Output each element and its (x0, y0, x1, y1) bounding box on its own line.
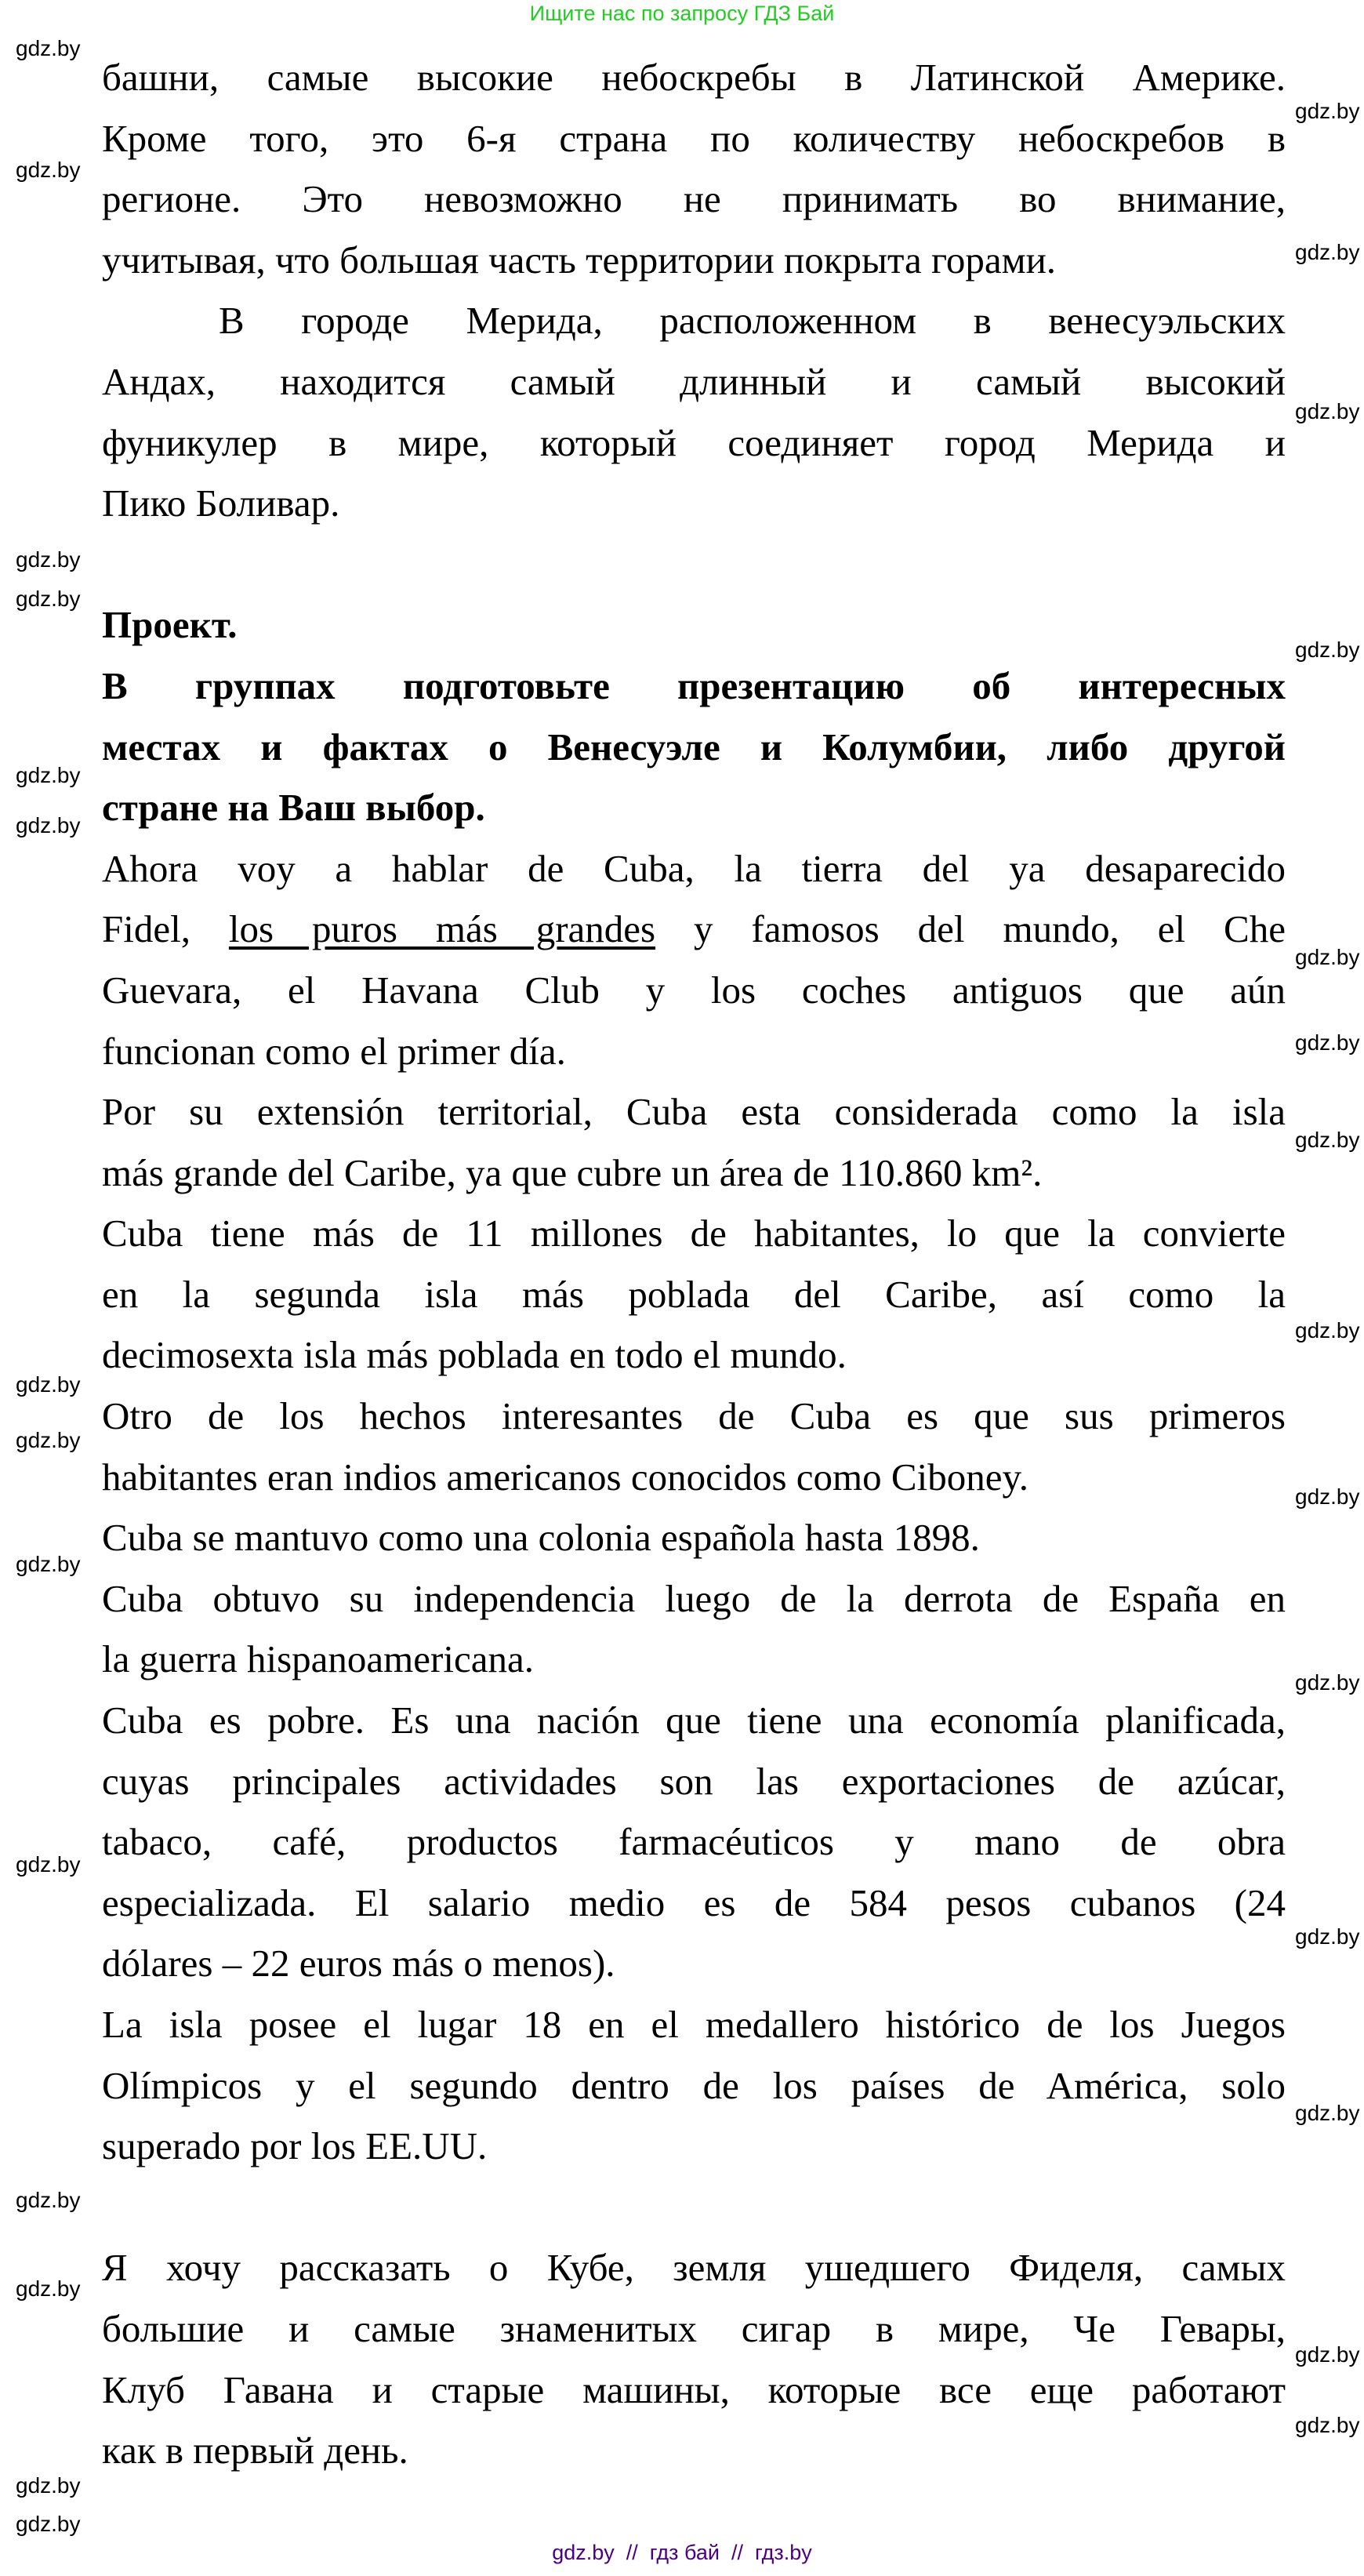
text-line: Cuba obtuvo su independencia luego de la derrota de España en (102, 1576, 1286, 1620)
watermark: gdz.by (1295, 1484, 1360, 1509)
text-line: Андах, находится самый длинный и самый высокий (102, 359, 1286, 403)
watermark: gdz.by (16, 763, 81, 787)
watermark: gdz.by (16, 2512, 81, 2536)
text-line: большие и самые знаменитых сигар в мире, Че Гевары, (102, 2306, 1286, 2350)
text-line: Cuba tiene más de 11 millones de habitantes, lo que la convierte (102, 1212, 1286, 1255)
text-line: Cuba es pobre. Es una nación que tiene una economía planificada, (102, 1699, 1286, 1742)
text-line: как в первый день. (102, 2429, 408, 2472)
watermark: gdz.by (1295, 945, 1360, 969)
text-line: башни, самые высокие небоскребы в Латинской Америке. (102, 56, 1286, 99)
text-line: Ahora voy a hablar de Cuba, la tierra del ya desaparecido (102, 846, 1286, 890)
paragraph (102, 290, 1286, 533)
text-line: учитывая, что большая часть территории покрыта горами. (102, 238, 1057, 282)
text-line: местах и фактах о Венесуэле и Колумбии, либо другой (102, 725, 1286, 768)
underlined-phrase: los puros más grandes (228, 907, 656, 951)
text-line: cuyas principales actividades son las exportaciones de azúcar, (102, 1759, 1286, 1803)
paragraph (102, 1507, 1286, 1568)
text-line: especializada. El salario medio es de 584 pesos cubanos (24 (102, 1880, 1286, 1924)
text-line: стране на Ваш выбор. (102, 786, 485, 830)
watermark: gdz.by (16, 587, 81, 611)
text-line: фуникулер в мире, который соединяет город Мерида и (102, 420, 1286, 464)
spacer (102, 534, 1286, 595)
text-line: Otro de los hechos interesantes de Cuba es que sus primeros (102, 1394, 1286, 1438)
watermark: gdz.by (16, 158, 81, 182)
watermark: gdz.by (16, 547, 81, 572)
watermark: gdz.by (1295, 240, 1360, 264)
watermark: gdz.by (1295, 2342, 1360, 2367)
bold-paragraph (102, 656, 1286, 838)
text-line: В городе Мерида, расположенном в венесуэльских (219, 299, 1286, 343)
paragraph (102, 2237, 1286, 2480)
watermark: gdz.by (1295, 399, 1360, 423)
text-line: регионе. Это невозможно не принимать во внимание, (102, 177, 1286, 221)
watermark: gdz.by (16, 1428, 81, 1452)
header-banner: Ищите нас по запросу ГДЗ Бай (529, 2, 835, 25)
text-line: La isla posee el lugar 18 en el medallero histórico de los Juegos (102, 2003, 1286, 2046)
watermark: gdz.by (1295, 2101, 1360, 2125)
watermark: gdz.by (16, 36, 81, 60)
paragraph (102, 1994, 1286, 2177)
paragraph (102, 838, 1286, 1081)
watermark: gdz.by (1295, 1030, 1360, 1055)
text-line: Клуб Гавана и старые машины, которые все еще работают (102, 2367, 1286, 2411)
text-line: Проект. (102, 603, 238, 647)
watermark: gdz.by (1295, 1318, 1360, 1342)
watermark: gdz.by (1295, 1924, 1360, 1949)
document-body (102, 47, 1286, 2481)
text-line: Cuba se mantuvo como una colonia española hasta 1898. (102, 1516, 980, 1560)
watermark: gdz.by (1295, 1128, 1360, 1152)
paragraph (102, 1690, 1286, 1994)
text-segment: Fidel, (102, 907, 229, 951)
text-line: Я хочу рассказать о Кубе, земля ушедшего Фиделя, самых (102, 2246, 1286, 2290)
watermark: gdz.by (1295, 1670, 1360, 1695)
bold-paragraph (102, 594, 1286, 656)
spacer (102, 2177, 1286, 2238)
watermark: gdz.by (16, 2473, 81, 2498)
paragraph (102, 1568, 1286, 1690)
text-line (102, 899, 1286, 960)
watermark: gdz.by (1295, 638, 1360, 662)
text-line: dólares – 22 euros más o menos). (102, 1942, 615, 1986)
watermark: gdz.by (16, 1852, 81, 1877)
text-line: más grande del Caribe, ya que cubre un área de 110.860 km². (102, 1150, 1043, 1194)
footer-banner: gdz.by // гдз бай // гдз.by (552, 2541, 812, 2564)
text-line: В группах подготовьте презентацию об интересных (102, 663, 1286, 707)
watermark: gdz.by (16, 813, 81, 837)
text-line: superado por los EE.UU. (102, 2124, 488, 2168)
text-segment: y famosos del mundo, el Che (655, 907, 1286, 951)
watermark: gdz.by (16, 1372, 81, 1397)
watermark: gdz.by (1295, 2413, 1360, 2437)
paragraph (102, 1386, 1286, 1507)
text-line: la guerra hispanoamericana. (102, 1637, 534, 1681)
text-line: Por su extensión territorial, Cuba esta considerada como la isla (102, 1090, 1286, 1134)
text-line: Guevara, el Havana Club y los coches antiguos que aún (102, 968, 1286, 1012)
watermark: gdz.by (16, 2276, 81, 2301)
paragraph (102, 1203, 1286, 1386)
paragraph (102, 1081, 1286, 1203)
text-line: Кроме того, это 6-я страна по количеству небоскребов в (102, 116, 1286, 160)
watermark: gdz.by (1295, 99, 1360, 123)
text-line: en la segunda isla más poblada del Caribe, así como la (102, 1272, 1286, 1316)
text-line: Пико Боливар. (102, 481, 340, 525)
text-line: Olímpicos y el segundo dentro de los países de América, solo (102, 2063, 1286, 2107)
text-line: decimosexta isla más poblada en todo el mundo. (102, 1333, 847, 1377)
text-line: habitantes eran indios americanos conocidos como Ciboney. (102, 1455, 1029, 1499)
watermark: gdz.by (16, 2188, 81, 2212)
text-line: funcionan como el primer día. (102, 1029, 566, 1073)
paragraph (102, 47, 1286, 290)
watermark: gdz.by (16, 1552, 81, 1576)
text-line: tabaco, café, productos farmacéuticos y mano de obra (102, 1820, 1286, 1864)
